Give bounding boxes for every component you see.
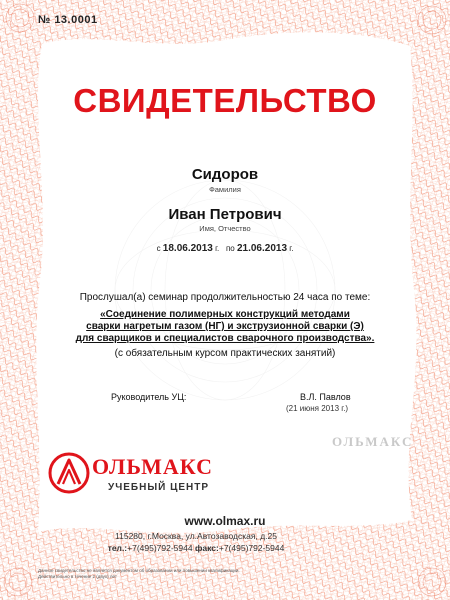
date-from-prefix: с (156, 244, 161, 253)
fax-number: +7(495)792-5944 (218, 543, 285, 553)
recipient-name: Иван Петрович (168, 206, 282, 223)
watermark: ОЛЬМАКС (332, 434, 414, 449)
contact-phones (46, 543, 346, 553)
postal-address: 115280, г.Москва, ул.Автозаводская, д.25 (115, 531, 277, 541)
date-from-suffix: г. (215, 244, 220, 253)
footnote-line: Действительно в течение 2 (двух) лет (38, 574, 117, 579)
date-to-suffix: г. (289, 244, 294, 253)
footnote-line: Данное свидетельство не является документом об образовании или повышении квалификации. (38, 568, 240, 573)
name-caption: Имя, Отчество (199, 224, 251, 233)
course-line: «Соединение полимерных конструкций методами (100, 309, 350, 320)
date-to-prefix: по (225, 244, 235, 253)
course-line: для сварщиков и специалистов сварочного производства». (75, 333, 375, 344)
certificate-title: СВИДЕТЕЛЬСТВО (73, 82, 377, 119)
surname-caption: Фамилия (209, 185, 241, 194)
logo-name: ОЛЬМАКС (92, 454, 214, 479)
seminar-intro: Прослушал(а) семинар продолжительностью 24 часа по теме: (79, 292, 371, 303)
course-title (0, 309, 450, 345)
footnote (38, 568, 338, 580)
training-dates (0, 243, 450, 254)
practice-note: (с обязательным курсом практических занятий) (114, 348, 336, 359)
website-url[interactable]: www.olmax.ru (184, 514, 266, 528)
head-label: Руководитель УЦ: (111, 392, 187, 402)
phone-label: тел.: (107, 543, 128, 553)
recipient-surname: Сидоров (191, 166, 259, 183)
date-from: 18.06.2013 (162, 243, 213, 254)
head-signature-date: (21 июня 2013 г.) (286, 404, 349, 413)
head-name: В.Л. Павлов (300, 392, 351, 402)
date-to: 21.06.2013 (236, 243, 288, 254)
certificate-number: № 13.0001 (38, 14, 98, 26)
olmax-logo-icon (48, 452, 90, 494)
phone-number: +7(495)792-5944 (127, 543, 193, 553)
logo-subtitle: УЧЕБНЫЙ ЦЕНТР (108, 482, 210, 493)
fax-label: факс: (194, 543, 219, 553)
course-line: сварки нагретым газом (НГ) и экструзионной сварки (Э) (86, 321, 364, 332)
